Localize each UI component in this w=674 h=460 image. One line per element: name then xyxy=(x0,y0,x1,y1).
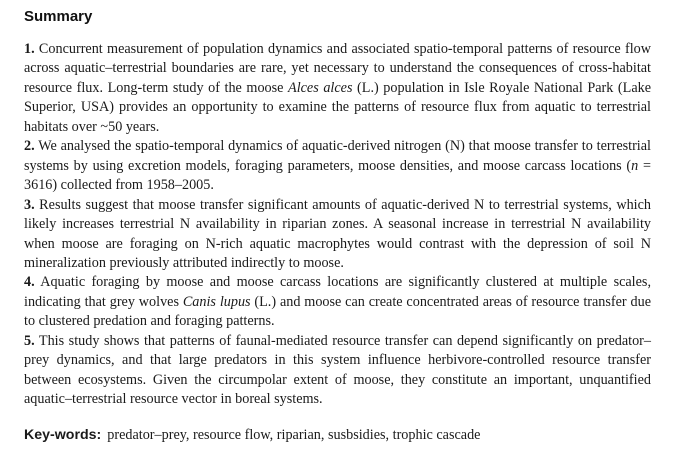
paragraph-text: Aquatic foraging by moose and moose carcass locations are significantly clustered at multiple scales, indicating that grey wolves xyxy=(24,274,651,310)
summary-paragraph-5 xyxy=(24,332,651,410)
paragraph-number: 1. xyxy=(24,41,35,57)
keywords-line xyxy=(24,426,651,445)
paragraph-text: Concurrent measurement of population dynamics and associated spatio-temporal patterns of resource flow across aquatic–terrestrial boundaries are rare, yet necessary to understand the consequences of cross-habitat resource flux. Long-term study of the moose xyxy=(24,41,651,96)
summary-paragraph-4 xyxy=(24,273,651,331)
paragraph-text: Results suggest that moose transfer significant amounts of aquatic-derived N to terrestrial systems, which likely increases terrestrial N availability in riparian zones. A seasonal increase in terrestrial N availability when moose are foraging on N-rich aquatic macrophytes would contrast with the depression of soil N mineralization previously attributed indirectly to moose. xyxy=(24,196,651,271)
summary-paragraph-1 xyxy=(24,40,651,137)
summary-paragraph-3 xyxy=(24,196,651,274)
summary-paragraph-2 xyxy=(24,137,651,195)
paragraph-text: We analysed the spatio-temporal dynamics of aquatic-derived nitrogen (N) that moose transfer to terrestrial systems by using excretion models, foraging parameters, moose densities, and moose carcass locations ( xyxy=(24,138,651,174)
sample-size-italic: n xyxy=(631,157,639,174)
paragraph-text: (L.) population in Isle Royale National Park (Lake Superior, USA) provides an opportunity to examine the patterns of resource flux from aquatic to terrestrial habitats over ~50 years. xyxy=(24,79,652,135)
species-name-italic: Alces alces xyxy=(288,79,353,96)
paragraph-number: 4. xyxy=(24,274,35,291)
summary-section xyxy=(24,6,651,445)
section-heading: Summary xyxy=(24,8,93,25)
paragraph-number: 2. xyxy=(24,138,35,155)
species-name-italic: Canis lupus xyxy=(182,293,251,310)
paragraph-number: 3. xyxy=(24,196,35,213)
paragraph-number: 5. xyxy=(24,332,35,349)
paragraph-text: (L.) and moose can create concentrated areas of resource transfer due to clustered predation and foraging patterns. xyxy=(24,293,651,330)
paragraph-text: This study shows that patterns of faunal-mediated resource transfer can depend significantly on predator–prey dynamics, and that large predators in this system influence herbivore-controlled resource transfer between ecosystems. Given the circumpolar extent of moose, they constitute an important, unquantified aquatic–terrestrial resource vector in boreal systems. xyxy=(24,332,651,408)
keywords-text: predator–prey, resource flow, riparian, susbsidies, trophic cascade xyxy=(107,426,481,443)
paragraph-text: = 3616) collected from 1958–2005. xyxy=(24,157,651,194)
keywords-label: Key-words: xyxy=(24,426,102,443)
